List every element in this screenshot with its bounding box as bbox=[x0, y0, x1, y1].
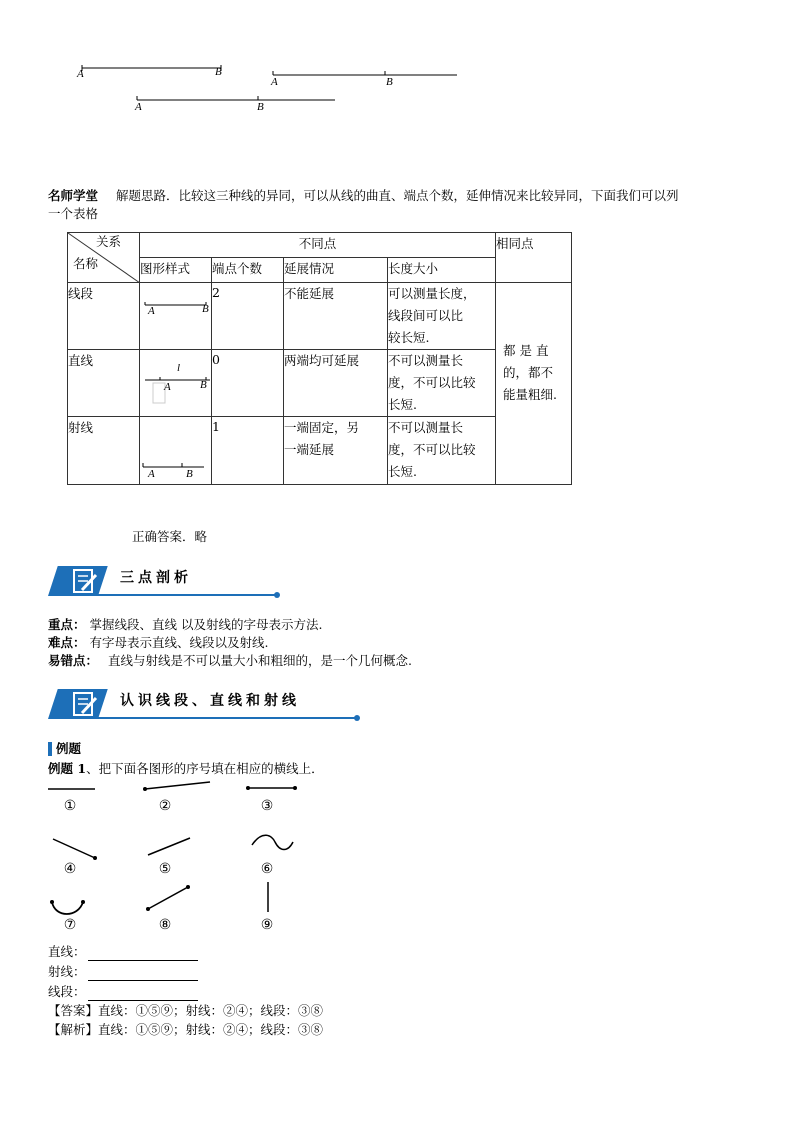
ray-label-b: B bbox=[186, 468, 193, 480]
length-ray-line3: 长短. bbox=[388, 464, 417, 479]
figure1-label-b: B bbox=[215, 66, 222, 78]
length-line-line1: 不可以测量长 bbox=[388, 353, 464, 368]
extend-line: 两端均可延展 bbox=[284, 350, 388, 417]
blank-line-input[interactable] bbox=[88, 947, 198, 961]
segment-label-b: B bbox=[202, 303, 209, 315]
blank-ray-input[interactable] bbox=[88, 967, 198, 981]
length-ray-line2: 度，不可以比较 bbox=[388, 442, 476, 457]
length-segment-line3: 较长短. bbox=[388, 330, 430, 345]
difficult-point-label: 难点： bbox=[48, 635, 86, 650]
answer-text: 直线：①⑤⑨；射线：②④；线段：③⑧ bbox=[98, 1003, 324, 1018]
same-line2: 的，都不 bbox=[503, 365, 554, 380]
section-title-analysis: 三点剖析 bbox=[120, 570, 192, 586]
extend-ray-line2: 一端延展 bbox=[284, 442, 335, 457]
blank-line bbox=[48, 943, 198, 961]
ray-label-a: A bbox=[148, 468, 155, 480]
same-line3: 能量粗细. bbox=[503, 387, 557, 402]
sub-header-count: 端点个数 bbox=[212, 258, 284, 283]
sub-header-length: 长度大小 bbox=[388, 258, 496, 283]
figure-number-3: ③ bbox=[260, 798, 274, 814]
line-label-b: B bbox=[200, 379, 207, 391]
tip-line2: 一个表格 bbox=[48, 206, 99, 221]
length-line-line3: 长短. bbox=[388, 397, 417, 412]
answer-label: 【答案】 bbox=[48, 1003, 99, 1018]
blank-line-label: 直线： bbox=[48, 944, 86, 959]
blank-segment-input[interactable] bbox=[88, 987, 198, 1001]
blank-ray bbox=[48, 963, 198, 981]
answer-line: 正确答案．略 bbox=[132, 529, 208, 544]
same-line1: 都 是 直 bbox=[503, 343, 549, 358]
row-name-line: 直线 bbox=[68, 350, 140, 417]
row-name-ray: 射线 bbox=[68, 417, 140, 485]
figure-number-1: ① bbox=[63, 798, 77, 814]
row-name-segment: 线段 bbox=[68, 283, 140, 350]
sub-header-shape: 图形样式 bbox=[140, 258, 212, 283]
difficult-point-text: 有字母表示直线、线段以及射线. bbox=[89, 635, 269, 650]
key-point-label: 重点： bbox=[48, 617, 86, 632]
analysis-text: 直线：①⑤⑨；射线：②④；线段：③⑧ bbox=[98, 1022, 324, 1037]
tip-line1: 解题思路．比较这三种线的异同，可以从线的曲直、端点个数，延伸情况来比较异同，下面我们可以列 bbox=[116, 188, 679, 203]
count-ray: 1 bbox=[212, 417, 284, 485]
length-segment-line1: 可以测量长度， bbox=[388, 286, 476, 301]
segment-label-a: A bbox=[148, 305, 155, 317]
example-tag: 例题 bbox=[56, 741, 82, 756]
line-label-a: A bbox=[164, 381, 171, 393]
example-text: 、把下面各图形的序号填在相应的横线上． bbox=[86, 761, 324, 776]
error-prone-label: 易错点： bbox=[48, 653, 99, 668]
length-ray-line1: 不可以测量长 bbox=[388, 420, 464, 435]
corner-top-label: 关系 bbox=[96, 234, 122, 249]
figure3-label-a: A bbox=[135, 101, 142, 113]
blank-segment bbox=[48, 983, 198, 1001]
section-title-lines: 认识线段、直线和射线 bbox=[120, 693, 300, 709]
figure-number-9: ⑨ bbox=[260, 917, 274, 933]
answer-row bbox=[48, 1002, 323, 1020]
figure-number-6: ⑥ bbox=[260, 861, 274, 877]
figure-number-8: ⑧ bbox=[158, 917, 172, 933]
figure3-label-b: B bbox=[257, 101, 264, 113]
figure2-label-b: B bbox=[386, 76, 393, 88]
figure-number-2: ② bbox=[158, 798, 172, 814]
extend-segment: 不能延展 bbox=[284, 283, 388, 350]
figure-number-4: ④ bbox=[63, 861, 77, 877]
corner-bottom-label: 名称 bbox=[73, 256, 99, 271]
count-segment: 2 bbox=[212, 283, 284, 350]
example-label: 例题 1 bbox=[48, 761, 87, 776]
figure1-label-a: A bbox=[77, 68, 84, 80]
tip-heading: 名师学堂 bbox=[48, 188, 99, 203]
error-prone-text: 直线与射线是不可以量大小和粗细的，是一个几何概念. bbox=[108, 653, 412, 668]
length-line-line2: 度，不可以比较 bbox=[388, 375, 476, 390]
blank-ray-label: 射线： bbox=[48, 964, 86, 979]
length-segment-line2: 线段间可以比 bbox=[388, 308, 464, 323]
figure-number-5: ⑤ bbox=[158, 861, 172, 877]
figure2-label-a: A bbox=[271, 76, 278, 88]
count-line: 0 bbox=[212, 350, 284, 417]
extend-ray-line1: 一端固定，另 bbox=[284, 420, 360, 435]
same-header: 相同点 bbox=[496, 233, 572, 283]
analysis-row bbox=[48, 1021, 323, 1039]
analysis-label: 【解析】 bbox=[48, 1022, 99, 1037]
key-point-text: 掌握线段、直线 以及射线的字母表示方法. bbox=[89, 617, 323, 632]
line-label-l: l bbox=[177, 362, 181, 374]
blank-segment-label: 线段： bbox=[48, 984, 86, 999]
sub-header-extend: 延展情况 bbox=[284, 258, 388, 283]
diff-header: 不同点 bbox=[140, 233, 496, 258]
figure-number-7: ⑦ bbox=[63, 917, 77, 933]
